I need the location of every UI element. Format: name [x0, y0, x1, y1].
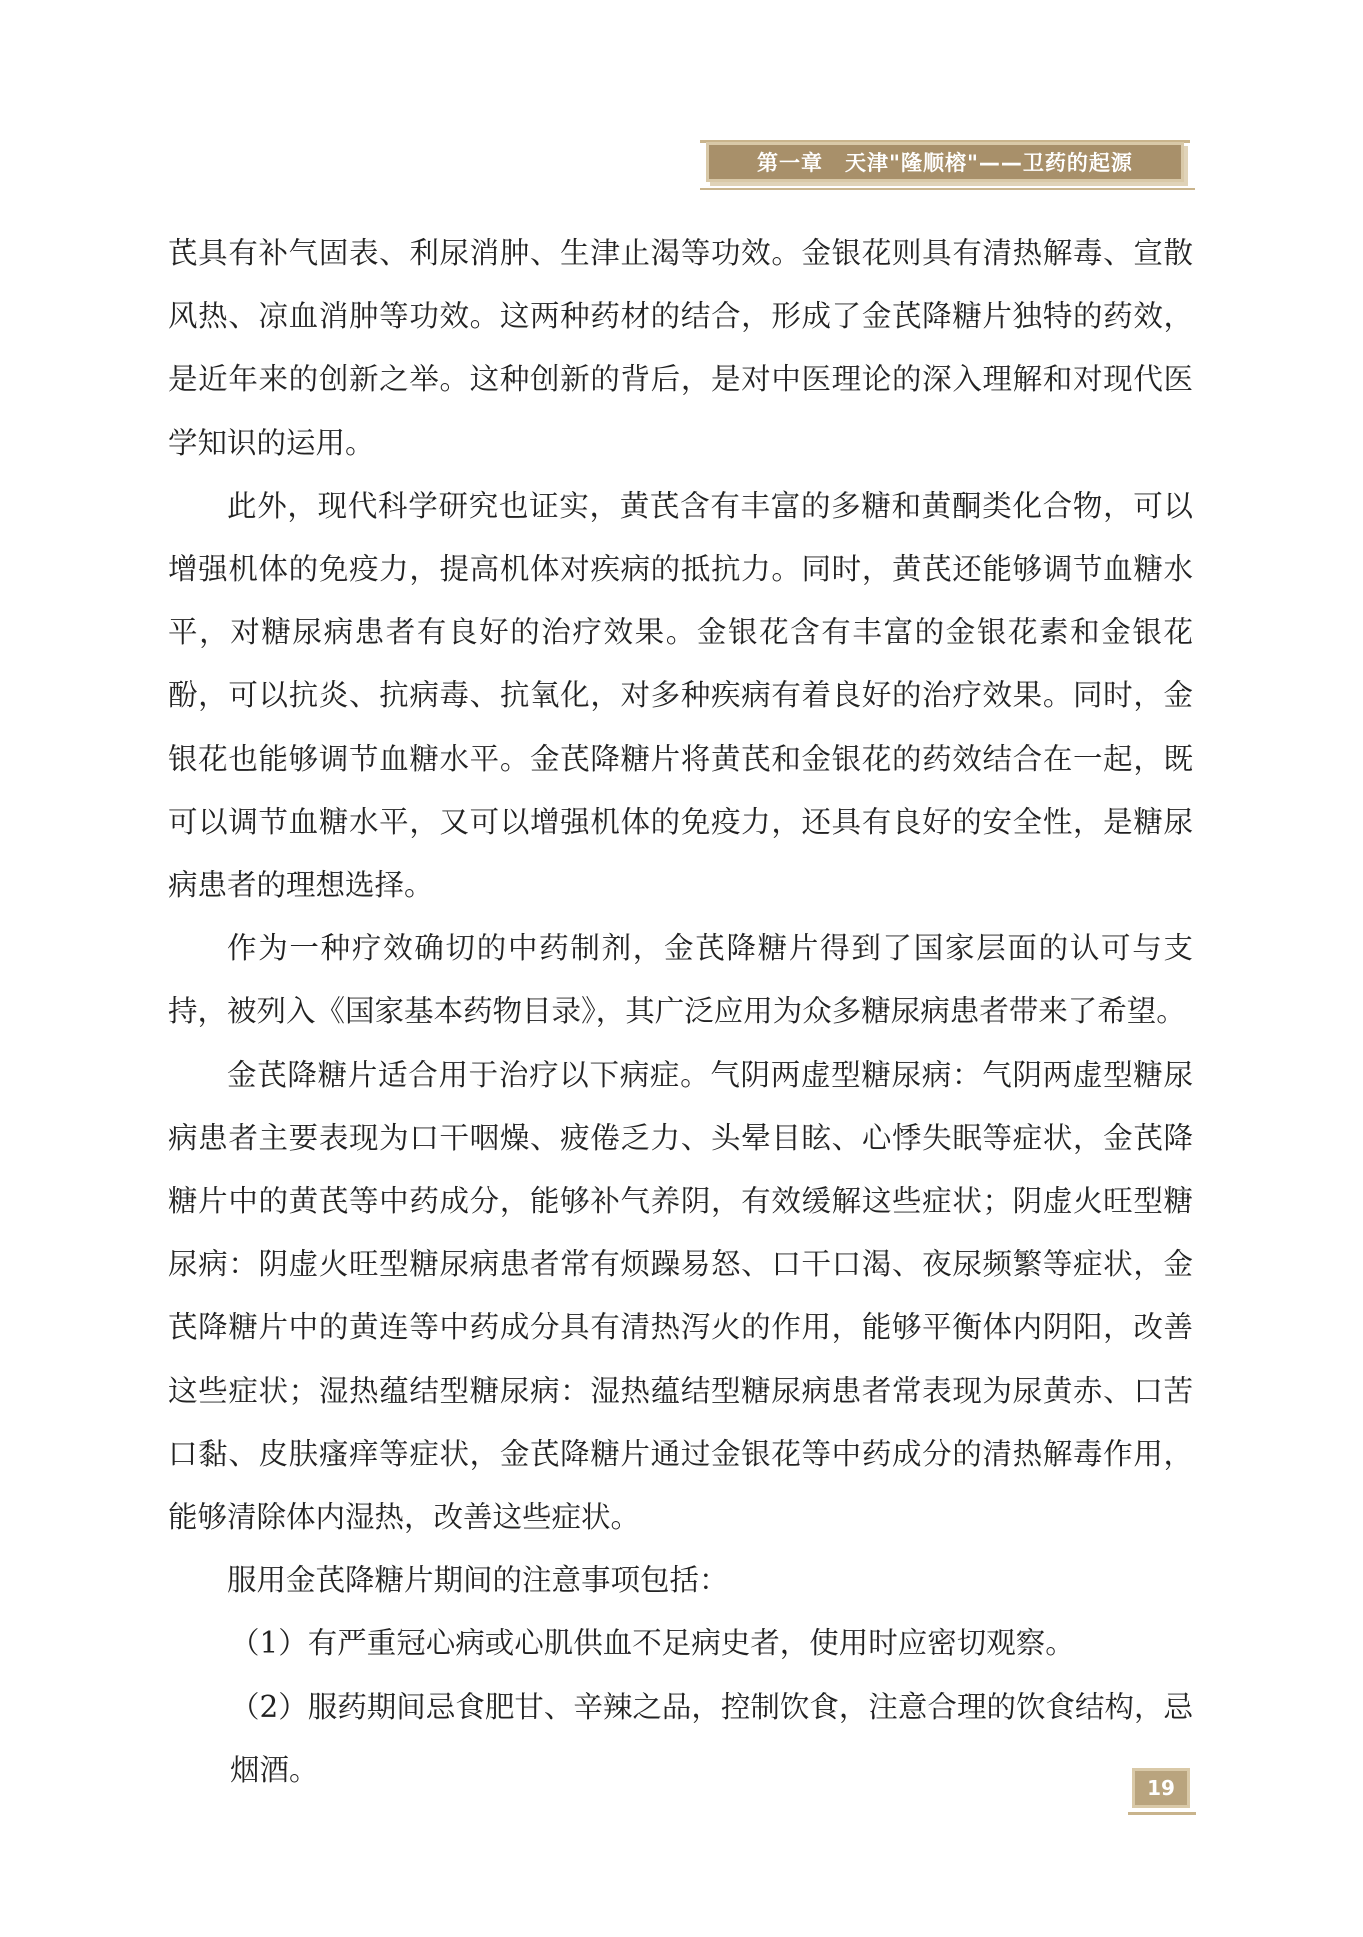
- paragraph-1: 芪具有补气固表、利尿消肿、生津止渴等功效。金银花则具有清热解毒、宣散风热、凉血消肿等功效。这两种药材的结合，形成了金芪降糖片独特的药效，是近年来的创新之举。这种创新的背后，是对中医理论的深入理解和对现代医学知识的运用。: [168, 236, 1193, 460]
- page-body: [168, 222, 1193, 1802]
- paragraph-2: 此外，现代科学研究也证实，黄芪含有丰富的多糖和黄酮类化合物，可以增强机体的免疫力，提高机体对疾病的抵抗力。同时，黄芪还能够调节血糖水平，对糖尿病患者有良好的治疗效果。金银花含有丰富的金银花素和金银花酚，可以抗炎、抗病毒、抗氧化，对多种疾病有着良好的治疗效果。同时，金银花也能够调节血糖水平。金芪降糖片将黄芪和金银花的药效结合在一起，既可以调节血糖水平，又可以增强机体的免疫力，还具有良好的安全性，是糖尿病患者的理想选择。: [168, 488, 1193, 903]
- paragraph-3: 作为一种疗效确切的中药制剂，金芪降糖片得到了国家层面的认可与支持，被列入《国家基本药物目录》，其广泛应用为众多糖尿病患者带来了希望。: [168, 931, 1193, 1029]
- page-number: 19: [1132, 1768, 1190, 1808]
- page-number-rule: [1128, 1812, 1196, 1815]
- chapter-header: [706, 142, 1184, 182]
- paragraph-4: 金芪降糖片适合用于治疗以下病症。气阴两虚型糖尿病：气阴两虚型糖尿病患者主要表现为口干咽燥、疲倦乏力、头晕目眩、心悸失眠等症状，金芪降糖片中的黄芪等中药成分，能够补气养阴，有效缓解这些症状；阴虚火旺型糖尿病：阴虚火旺型糖尿病患者常有烦躁易怒、口干口渴、夜尿频繁等症状，金芪降糖片中的黄连等中药成分具有清热泻火的作用，能够平衡体内阴阳，改善这些症状；湿热蕴结型糖尿病：湿热蕴结型糖尿病患者常表现为尿黄赤、口苦口黏、皮肤瘙痒等症状，金芪降糖片通过金银花等中药成分的清热解毒作用，能够清除体内湿热，改善这些症状。: [168, 1057, 1193, 1535]
- paragraph-5: 服用金芪降糖片期间的注意事项包括：: [227, 1563, 729, 1598]
- list-item-1: （1）有严重冠心病或心肌供血不足病史者，使用时应密切观察。: [230, 1626, 1075, 1661]
- list-item-2: （2）服药期间忌食肥甘、辛辣之品，控制饮食，注意合理的饮食结构，忌烟酒。: [230, 1689, 1193, 1787]
- page-number-badge: [1128, 1768, 1192, 1810]
- chapter-title: 第一章 天津"隆顺榕"——卫药的起源: [757, 151, 1133, 175]
- header-bottom-rule: [700, 188, 1195, 190]
